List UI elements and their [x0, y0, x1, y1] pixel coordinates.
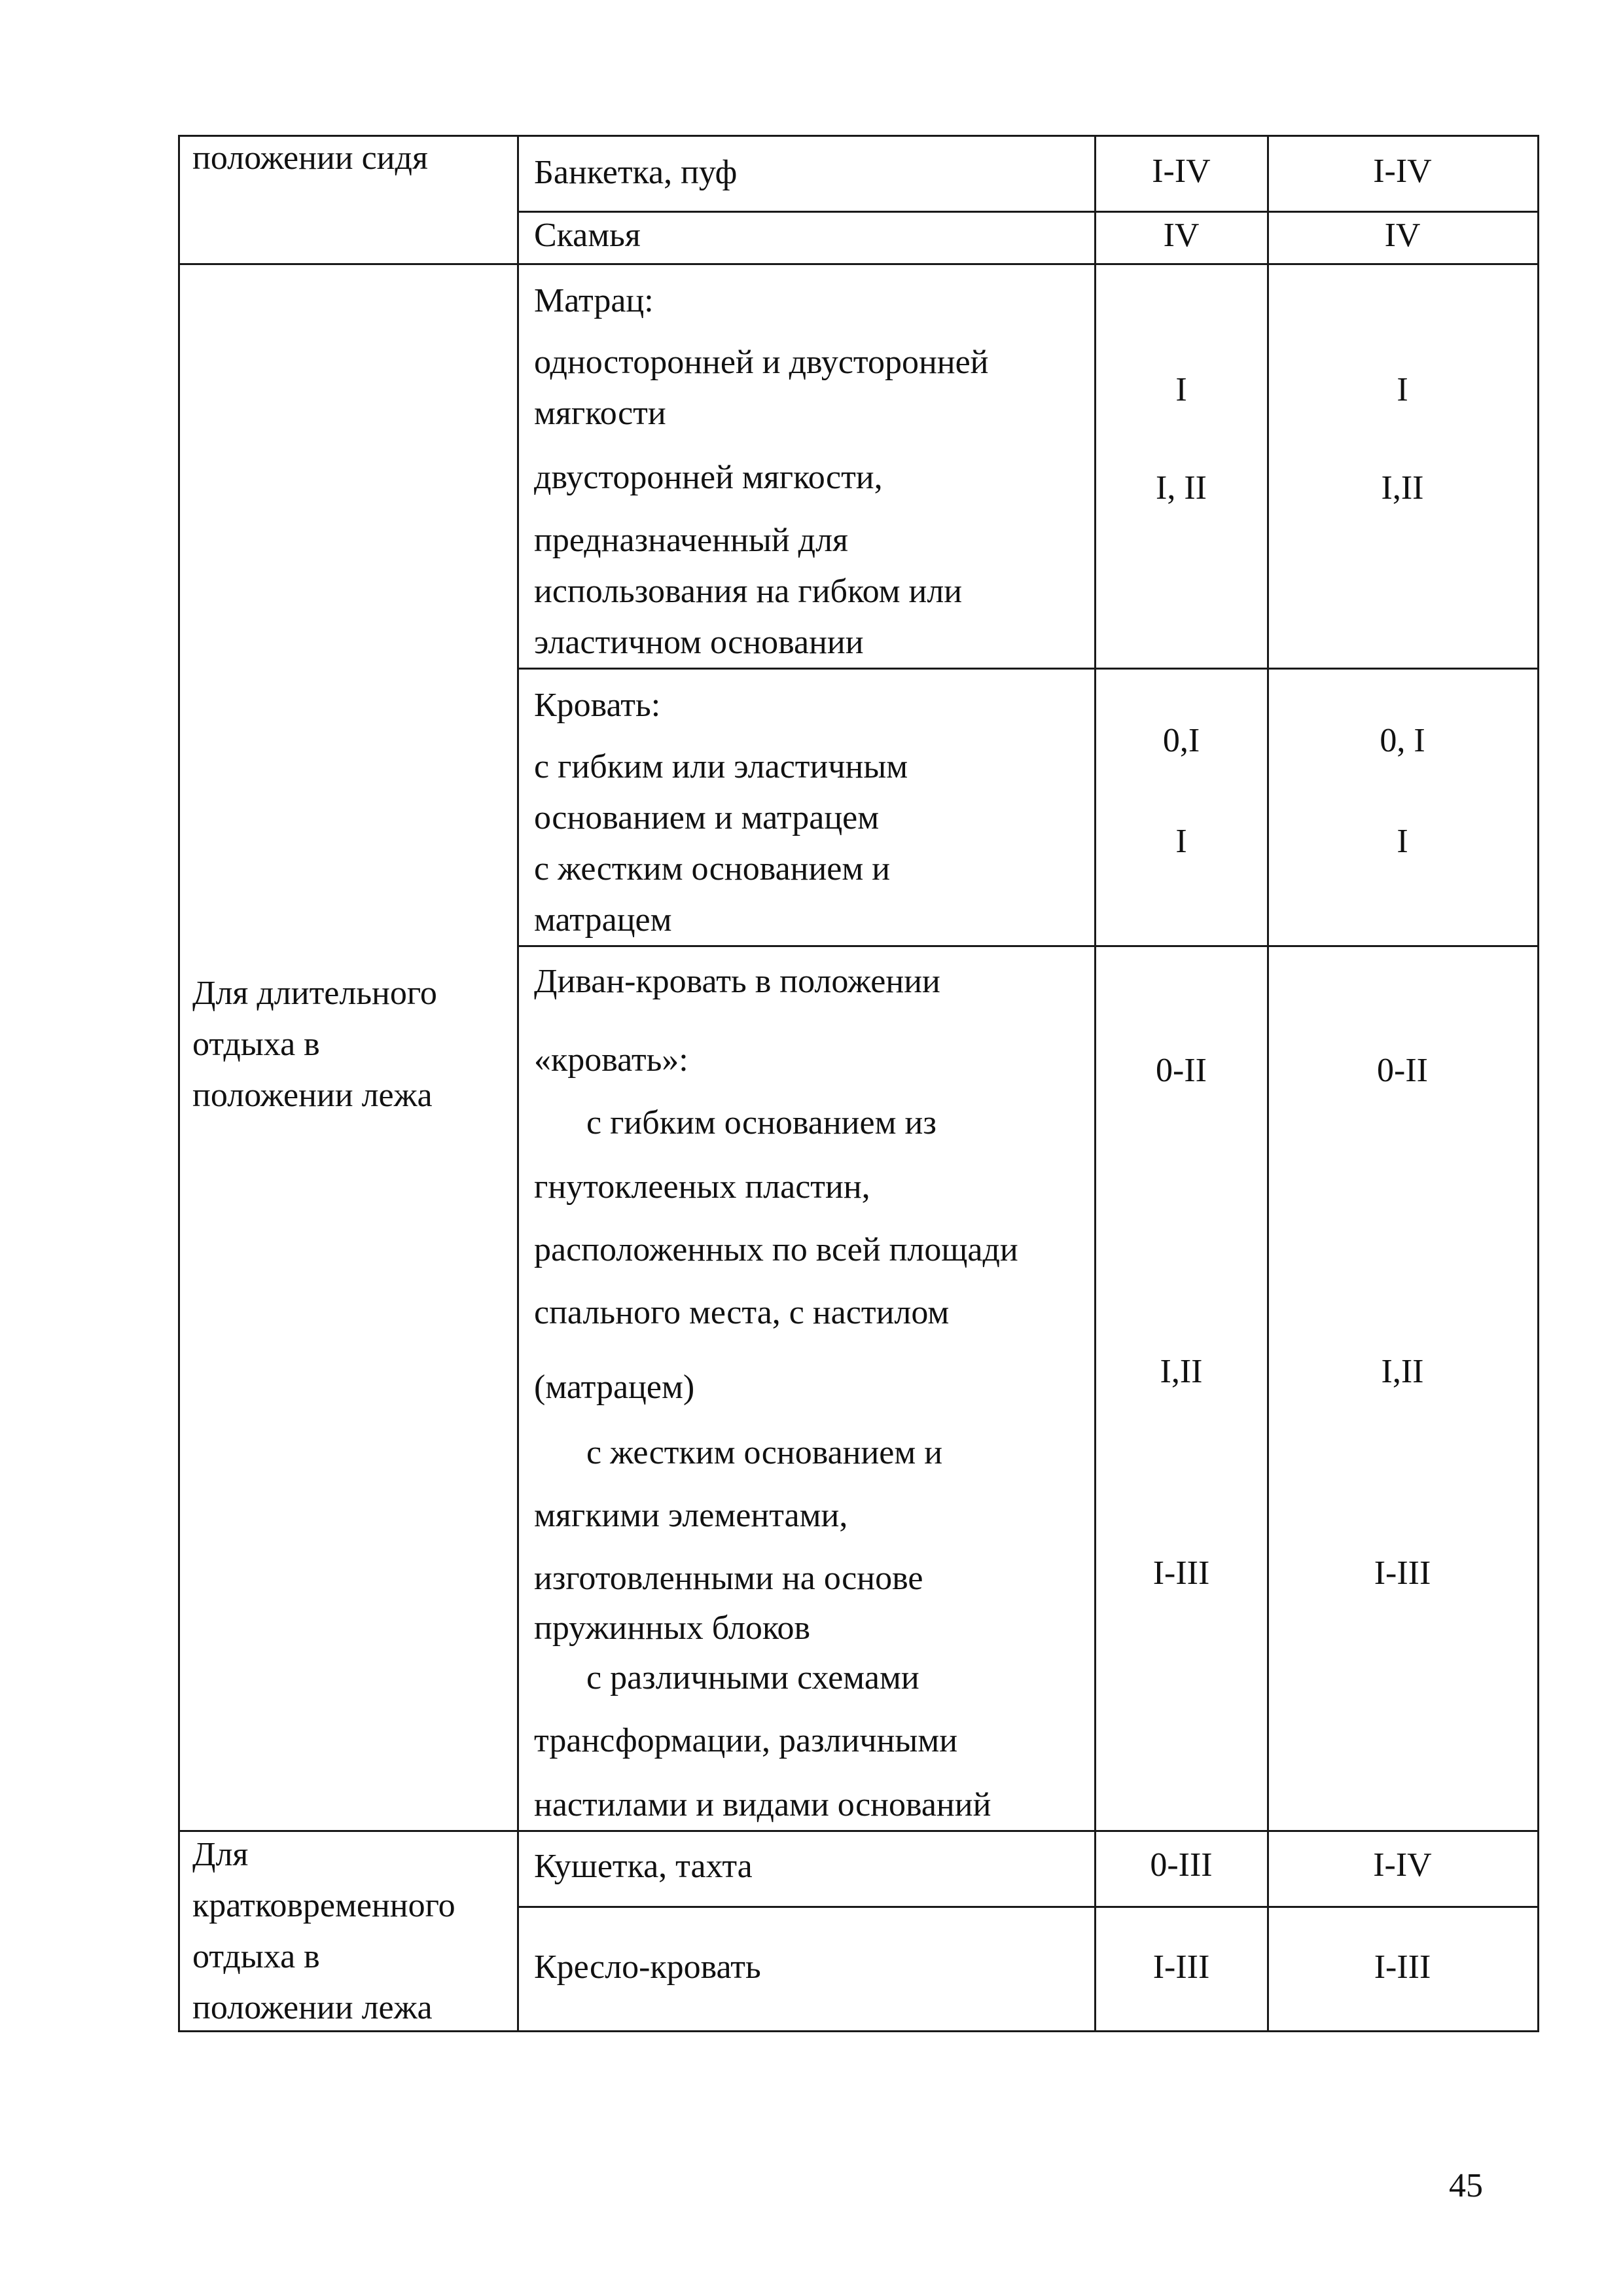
- table-cell-item-title: Матрац:: [534, 282, 654, 319]
- table-cell-category: Для длительного: [192, 975, 437, 1012]
- table-cell-value: I: [1397, 371, 1408, 408]
- table-cell-item: «кровать»:: [534, 1041, 688, 1079]
- table-cell-item: мягкими элементами,: [534, 1497, 848, 1534]
- table-border: [518, 945, 1539, 947]
- table-cell-value: I,II: [1381, 469, 1424, 507]
- table-cell-value: I: [1175, 371, 1187, 408]
- table-cell-item: трансформации, различными: [534, 1722, 958, 1759]
- table-cell-value: IV: [1384, 217, 1421, 254]
- table-cell-item: использования на гибком или: [534, 573, 963, 610]
- table-cell-item: с гибким или эластичным: [534, 748, 908, 785]
- table-cell-value: I-III: [1374, 1554, 1431, 1592]
- table-cell-value: IV: [1163, 217, 1200, 254]
- table-cell-item: расположенных по всей площади: [534, 1231, 1018, 1268]
- table-cell-value: I-III: [1152, 1948, 1210, 1986]
- table-cell-category: положении лежа: [192, 1989, 433, 2026]
- table-cell-value: I,II: [1160, 1353, 1203, 1390]
- table-cell-item: мягкости: [534, 395, 666, 432]
- table-cell-category: кратковременного: [192, 1887, 455, 1924]
- table-cell-item: Скамья: [534, 217, 641, 254]
- page-number: 45: [1449, 2167, 1483, 2204]
- table-cell-item: Банкетка, пуф: [534, 154, 738, 191]
- table-cell-value: I-III: [1374, 1948, 1431, 1986]
- table-cell-item: спального места, с настилом: [534, 1294, 950, 1331]
- table-cell-item: с жестким основанием и: [586, 1434, 943, 1471]
- table-cell-item: Кушетка, тахта: [534, 1848, 753, 1885]
- table-cell-item: с жестким основанием и: [534, 850, 891, 888]
- table-border: [178, 135, 180, 2032]
- table-cell-value: I-III: [1152, 1554, 1210, 1592]
- table-cell-item: изготовленными на основе: [534, 1560, 923, 1597]
- table-cell-item: гнутоклееных пластин,: [534, 1168, 870, 1206]
- table-cell-item-title: Кровать:: [534, 687, 661, 724]
- table-cell-value: 0, I: [1380, 722, 1425, 759]
- table-border: [178, 263, 1539, 265]
- table-cell-value: I-IV: [1152, 152, 1211, 190]
- table-cell-item: матрацем: [534, 901, 672, 939]
- table-cell-value: I, II: [1156, 469, 1207, 507]
- table-cell-category: положении лежа: [192, 1077, 433, 1114]
- table-cell-category: отдыха в: [192, 1938, 320, 1975]
- table-border: [518, 1906, 1539, 1908]
- table-border: [518, 668, 1539, 670]
- table-cell-category: положении сидя: [192, 139, 428, 177]
- table-border: [178, 1830, 1539, 1832]
- table-cell-item: эластичном основании: [534, 624, 864, 661]
- table-cell-item: с различными схемами: [586, 1659, 919, 1696]
- table-cell-item: Кресло-кровать: [534, 1948, 761, 1986]
- table-cell-value: I,II: [1381, 1353, 1424, 1390]
- table-cell-item: двусторонней мягкости,: [534, 459, 883, 496]
- table-cell-value: I: [1175, 823, 1187, 860]
- table-cell-item: основанием и матрацем: [534, 799, 880, 836]
- table-cell-value: 0-III: [1150, 1846, 1213, 1884]
- table-border: [1537, 135, 1539, 2032]
- table-cell-item: Диван-кровать в положении: [534, 963, 940, 1000]
- table-cell-item: настилами и видами оснований: [534, 1786, 991, 1823]
- table-cell-item: (матрацем): [534, 1369, 695, 1406]
- table-cell-value: I-IV: [1373, 1846, 1432, 1884]
- table-cell-item: предназначенный для: [534, 522, 848, 559]
- table-cell-value: I: [1397, 823, 1408, 860]
- table-cell-item: с гибким основанием из: [586, 1104, 936, 1141]
- table-border: [517, 135, 519, 2032]
- table-cell-value: 0-II: [1156, 1052, 1207, 1089]
- table-cell-value: 0,I: [1162, 722, 1200, 759]
- table-border: [518, 211, 1539, 213]
- table-cell-item: пружинных блоков: [534, 1609, 811, 1647]
- table-border: [178, 135, 1539, 137]
- table-cell-category: отдыха в: [192, 1026, 320, 1063]
- table-cell-value: I-IV: [1373, 152, 1432, 190]
- table-cell-item: односторонней и двусторонней: [534, 344, 989, 381]
- table-cell-category: Для: [192, 1836, 249, 1873]
- table-border: [178, 2030, 1539, 2032]
- table-cell-value: 0-II: [1377, 1052, 1428, 1089]
